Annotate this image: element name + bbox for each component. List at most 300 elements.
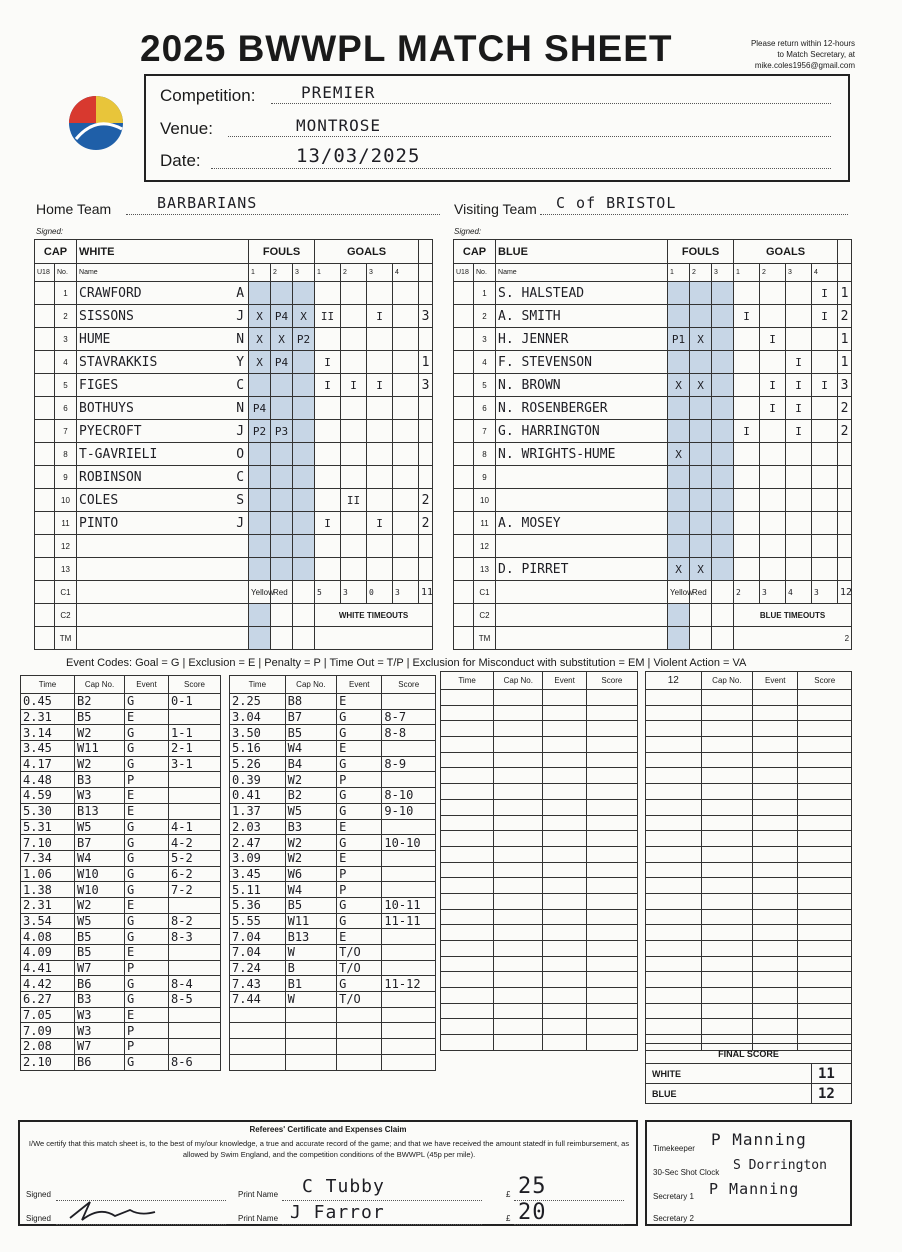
event-cell xyxy=(753,768,798,784)
goal-cell: I xyxy=(734,305,760,328)
event-cell: W xyxy=(285,945,337,961)
player-row xyxy=(454,489,852,512)
event-row xyxy=(441,941,638,957)
player-initial: Y xyxy=(236,355,245,370)
goal-cell xyxy=(734,443,760,466)
event-cell: 5.55 xyxy=(230,913,286,929)
event-cell xyxy=(701,784,753,800)
event-cell: G xyxy=(125,756,169,772)
foul-cell xyxy=(712,558,734,581)
foul-cell xyxy=(712,374,734,397)
goal-cell xyxy=(812,466,838,489)
event-cell: 4.41 xyxy=(21,960,75,976)
event-cell xyxy=(753,878,798,894)
event-row xyxy=(230,694,436,710)
event-row xyxy=(646,909,852,925)
event-cell xyxy=(441,1035,494,1051)
player-row xyxy=(454,282,852,305)
event-cell xyxy=(441,956,494,972)
event-row xyxy=(646,878,852,894)
event-cell: G xyxy=(125,850,169,866)
event-cell: E xyxy=(337,819,382,835)
event-cell: 8-8 xyxy=(382,725,436,741)
foul-cell: X xyxy=(668,443,690,466)
event-row xyxy=(230,709,436,725)
event-cell: G xyxy=(337,976,382,992)
player-name: T-GAVRIELI xyxy=(79,446,158,462)
event-cell xyxy=(753,784,798,800)
goal-cell xyxy=(367,351,393,374)
player-goal-total: 3 xyxy=(838,374,852,397)
event-cell xyxy=(701,1019,753,1035)
event-cell xyxy=(230,1039,286,1055)
event-cell xyxy=(169,709,221,725)
event-cell: E xyxy=(125,897,169,913)
event-header: Score xyxy=(586,672,637,690)
event-row xyxy=(441,862,638,878)
goal-cell xyxy=(734,374,760,397)
cap-number: 5 xyxy=(474,374,496,397)
event-cell xyxy=(169,1007,221,1023)
event-cell: W2 xyxy=(75,897,125,913)
event-cell: T/O xyxy=(337,945,382,961)
foul-cell: P4 xyxy=(271,351,293,374)
referees-certificate: Referees' Certificate and Expenses Claim I/We certify that this match sheet is, to the best of my/our knowledge, a true and accurate record of the game; and that we have received the amount statedf in full reimbursement, as allowed by Swim England, and the competition conditions of the BWWPL (45p per mile). Signed Signed Print Name Print Name C Tubby J Farror £ £ 25 20 xyxy=(18,1120,638,1226)
foul-cell xyxy=(690,466,712,489)
player-row xyxy=(35,512,433,535)
return-note: Please return within 12-hours to Match Secretary, at mike.coles1956@gmail.com xyxy=(750,39,855,70)
event-cell xyxy=(382,741,436,757)
referee-2-name: J Farror xyxy=(290,1202,385,1223)
goal-cell xyxy=(341,420,367,443)
event-cell: B3 xyxy=(75,772,125,788)
player-goal-total: 1 xyxy=(838,282,852,305)
goal-cell xyxy=(315,489,341,512)
goal-cell: I xyxy=(812,374,838,397)
event-cell xyxy=(543,1003,586,1019)
goal-cell xyxy=(315,466,341,489)
event-row xyxy=(441,988,638,1004)
event-cell: 4.42 xyxy=(21,976,75,992)
visiting-team-value: C of BRISTOL xyxy=(556,194,677,212)
event-cell: B13 xyxy=(75,803,125,819)
event-cell: T/O xyxy=(337,992,382,1008)
player-row xyxy=(35,282,433,305)
event-cell: W10 xyxy=(75,882,125,898)
foul-cell xyxy=(690,397,712,420)
player-row xyxy=(35,489,433,512)
goal-cell xyxy=(315,282,341,305)
event-cell xyxy=(494,752,543,768)
event-cell: B7 xyxy=(285,709,337,725)
event-cell xyxy=(543,878,586,894)
event-row xyxy=(21,694,221,710)
event-row xyxy=(21,756,221,772)
player-name: N. ROSENBERGER xyxy=(498,400,608,416)
foul-cell xyxy=(293,351,315,374)
goal-cell xyxy=(393,489,419,512)
event-cell: 6.27 xyxy=(21,992,75,1008)
event-row xyxy=(230,1007,436,1023)
event-cell: G xyxy=(125,913,169,929)
event-cell: P xyxy=(337,882,382,898)
event-cell xyxy=(543,768,586,784)
player-initial: A xyxy=(236,286,245,301)
sheet-title: 2025 BWWPL MATCH SHEET xyxy=(140,28,673,69)
goal-cell xyxy=(760,305,786,328)
event-row xyxy=(646,846,852,862)
event-cell xyxy=(494,1003,543,1019)
event-cell xyxy=(701,721,753,737)
event-cell xyxy=(494,862,543,878)
goal-cell xyxy=(812,443,838,466)
foul-cell xyxy=(668,305,690,328)
cap-number: 6 xyxy=(474,397,496,420)
event-cell xyxy=(798,878,852,894)
event-cell: P xyxy=(337,772,382,788)
foul-cell xyxy=(271,558,293,581)
event-cell xyxy=(441,925,494,941)
goal-cell: I xyxy=(315,351,341,374)
goal-cell xyxy=(393,351,419,374)
date-value: 13/03/2025 xyxy=(296,145,421,167)
event-row xyxy=(441,909,638,925)
event-cell: B5 xyxy=(285,725,337,741)
event-cell xyxy=(753,956,798,972)
cap-number: 9 xyxy=(474,466,496,489)
event-cell xyxy=(382,992,436,1008)
event-cell: T/O xyxy=(337,960,382,976)
event-cell: W7 xyxy=(75,960,125,976)
event-log-2 xyxy=(229,675,436,1071)
event-cell xyxy=(798,941,852,957)
event-cell: E xyxy=(125,709,169,725)
goal-cell: I xyxy=(812,305,838,328)
event-cell xyxy=(753,972,798,988)
foul-cell: X xyxy=(249,351,271,374)
event-cell xyxy=(701,925,753,941)
event-cell: P xyxy=(125,1023,169,1039)
foul-cell xyxy=(712,466,734,489)
foul-cell xyxy=(293,374,315,397)
cap-number: 4 xyxy=(55,351,77,374)
event-cell xyxy=(586,909,637,925)
event-cell: 11-11 xyxy=(382,913,436,929)
event-cell: 4.09 xyxy=(21,945,75,961)
event-cell xyxy=(701,941,753,957)
event-row xyxy=(646,768,852,784)
player-goal-total: 2 xyxy=(419,512,433,535)
event-cell: W11 xyxy=(285,913,337,929)
event-cell: 10-10 xyxy=(382,835,436,851)
event-cell: 2.47 xyxy=(230,835,286,851)
event-cell: B6 xyxy=(75,976,125,992)
event-cell: 2.08 xyxy=(21,1039,75,1055)
event-cell xyxy=(586,831,637,847)
cap-number: 5 xyxy=(55,374,77,397)
event-row xyxy=(21,897,221,913)
event-cell: 1.06 xyxy=(21,866,75,882)
goal-cell xyxy=(315,420,341,443)
event-cell: 8-3 xyxy=(169,929,221,945)
event-cell xyxy=(494,815,543,831)
event-cell: B7 xyxy=(75,835,125,851)
event-cell xyxy=(701,705,753,721)
event-cell xyxy=(586,1019,637,1035)
event-cell: G xyxy=(125,725,169,741)
final-score-table: FINAL SCORE WHITE 11 BLUE 12 xyxy=(645,1043,852,1104)
event-cell xyxy=(543,1019,586,1035)
event-cell: 3.04 xyxy=(230,709,286,725)
event-cell: G xyxy=(125,866,169,882)
event-cell xyxy=(586,1003,637,1019)
foul-cell xyxy=(271,374,293,397)
player-initial: J xyxy=(236,516,245,531)
goal-cell: I xyxy=(786,397,812,420)
event-cell xyxy=(230,1023,286,1039)
event-header: Event xyxy=(543,672,586,690)
event-cell: P xyxy=(125,1039,169,1055)
event-cell: E xyxy=(125,788,169,804)
goal-cell: I xyxy=(760,328,786,351)
event-row xyxy=(441,956,638,972)
event-log-3 xyxy=(440,671,638,1051)
event-cell xyxy=(646,1003,702,1019)
event-row xyxy=(646,721,852,737)
event-cell: 6-2 xyxy=(169,866,221,882)
event-row xyxy=(646,815,852,831)
event-cell xyxy=(586,893,637,909)
event-cell: W4 xyxy=(285,741,337,757)
goal-cell xyxy=(341,443,367,466)
event-cell: 3.45 xyxy=(230,866,286,882)
event-cell xyxy=(382,945,436,961)
player-goal-total xyxy=(419,328,433,351)
goal-cell xyxy=(367,466,393,489)
event-cell xyxy=(441,941,494,957)
event-cell: 4-2 xyxy=(169,835,221,851)
foul-cell: P2 xyxy=(293,328,315,351)
event-cell: 3.54 xyxy=(21,913,75,929)
foul-cell: X xyxy=(690,328,712,351)
event-cell xyxy=(753,988,798,1004)
match-details-box: Competition: PREMIER Venue: MONTROSE Date: 13/03/2025 xyxy=(144,74,850,182)
event-row xyxy=(646,799,852,815)
foul-cell: X xyxy=(690,374,712,397)
event-cell: W7 xyxy=(75,1039,125,1055)
event-cell: 7.43 xyxy=(230,976,286,992)
event-cell xyxy=(586,737,637,753)
player-row xyxy=(454,374,852,397)
event-cell xyxy=(798,815,852,831)
event-cell xyxy=(586,815,637,831)
event-cell: B2 xyxy=(75,694,125,710)
white-team-table: CAP WHITE FOULS GOALS U18 No. Name 1 2 3 1 2 3 4 1 CRAWFORD A 2 SISSONS J X P4 X II I 3 3 HUME N X X P2 4 STAVRAKKIS Y X P4 I 1 5 FIGES C I I I 3 6 BOTHUYS N P4 7 PYECROFT J P2 P3 8 T-GAVRIELI O 9 ROBINSON C 10 COLES S II 2 11 PINTO J I I 2 12 13 C1 Yellow Red 5 3 0 3 11 C2 WHITE TIMEOUTS TM xyxy=(34,239,433,650)
event-cell: 3.45 xyxy=(21,741,75,757)
event-cell: W5 xyxy=(285,803,337,819)
event-cell: 5.16 xyxy=(230,741,286,757)
event-row xyxy=(21,803,221,819)
player-row xyxy=(35,328,433,351)
event-cell: 8-5 xyxy=(169,992,221,1008)
event-cell xyxy=(798,752,852,768)
event-cell xyxy=(494,972,543,988)
event-cell xyxy=(586,1035,637,1051)
event-cell: 2.03 xyxy=(230,819,286,835)
event-row xyxy=(230,960,436,976)
event-header: Score xyxy=(798,672,852,690)
foul-cell: X xyxy=(293,305,315,328)
event-cell xyxy=(701,846,753,862)
goal-cell: I xyxy=(734,420,760,443)
event-cell xyxy=(382,1039,436,1055)
event-cell xyxy=(798,690,852,706)
event-cell xyxy=(753,799,798,815)
foul-cell xyxy=(271,466,293,489)
event-row xyxy=(441,846,638,862)
timekeeper-name: P Manning xyxy=(711,1130,807,1149)
goal-cell xyxy=(760,351,786,374)
event-cell xyxy=(494,799,543,815)
cap-number: 3 xyxy=(55,328,77,351)
event-cell xyxy=(753,721,798,737)
goal-cell xyxy=(812,397,838,420)
event-cell xyxy=(494,988,543,1004)
goal-cell xyxy=(315,558,341,581)
event-cell: 0-1 xyxy=(169,694,221,710)
event-cell xyxy=(753,815,798,831)
event-cell xyxy=(441,1019,494,1035)
player-row xyxy=(35,420,433,443)
event-cell xyxy=(494,721,543,737)
foul-cell xyxy=(668,535,690,558)
cap-number: 12 xyxy=(474,535,496,558)
foul-cell xyxy=(712,328,734,351)
goal-cell xyxy=(393,305,419,328)
goal-cell xyxy=(760,282,786,305)
event-cell: W6 xyxy=(285,866,337,882)
cap-number: 10 xyxy=(55,489,77,512)
event-cell: W10 xyxy=(75,866,125,882)
goal-cell xyxy=(760,512,786,535)
event-cell xyxy=(586,690,637,706)
event-row xyxy=(646,988,852,1004)
player-name: N. WRIGHTS-HUME xyxy=(498,446,616,462)
event-cell xyxy=(382,929,436,945)
event-row xyxy=(441,831,638,847)
goal-cell xyxy=(734,535,760,558)
event-cell xyxy=(494,878,543,894)
foul-cell xyxy=(249,282,271,305)
event-cell: 0.45 xyxy=(21,694,75,710)
event-row xyxy=(441,972,638,988)
event-row xyxy=(21,960,221,976)
event-cell: 8-10 xyxy=(382,788,436,804)
foul-cell xyxy=(712,420,734,443)
player-goal-total xyxy=(838,466,852,489)
cap-number: 10 xyxy=(474,489,496,512)
event-cell xyxy=(646,815,702,831)
event-row xyxy=(21,819,221,835)
event-cell: G xyxy=(125,1054,169,1070)
event-cell: 1-1 xyxy=(169,725,221,741)
event-cell xyxy=(382,819,436,835)
event-cell xyxy=(586,768,637,784)
foul-cell xyxy=(249,558,271,581)
player-row xyxy=(35,466,433,489)
goal-cell xyxy=(315,397,341,420)
foul-cell: P2 xyxy=(249,420,271,443)
event-cell: G xyxy=(337,709,382,725)
event-row xyxy=(230,882,436,898)
event-cell xyxy=(382,882,436,898)
event-cell xyxy=(646,705,702,721)
foul-cell: X xyxy=(668,374,690,397)
goal-cell xyxy=(341,535,367,558)
player-name: CRAWFORD xyxy=(79,285,142,301)
player-name: HUME xyxy=(79,331,111,347)
foul-cell: X xyxy=(271,328,293,351)
player-goal-total: 2 xyxy=(838,420,852,443)
player-row xyxy=(454,420,852,443)
event-cell: G xyxy=(125,976,169,992)
cap-number: 11 xyxy=(55,512,77,535)
event-cell xyxy=(701,972,753,988)
event-cell xyxy=(646,831,702,847)
event-cell xyxy=(753,690,798,706)
event-row xyxy=(646,705,852,721)
event-cell xyxy=(543,972,586,988)
event-cell: B xyxy=(285,960,337,976)
event-cell xyxy=(543,815,586,831)
event-cell xyxy=(646,909,702,925)
goal-cell: I xyxy=(367,374,393,397)
event-row xyxy=(646,831,852,847)
foul-cell xyxy=(293,558,315,581)
event-cell xyxy=(646,768,702,784)
event-cell xyxy=(543,784,586,800)
event-cell: P xyxy=(337,866,382,882)
event-cell xyxy=(441,784,494,800)
player-goal-total: 2 xyxy=(419,489,433,512)
player-name: S. HALSTEAD xyxy=(498,285,585,301)
goal-cell xyxy=(393,512,419,535)
event-cell: 2.31 xyxy=(21,897,75,913)
foul-cell xyxy=(668,489,690,512)
event-cell: G xyxy=(337,897,382,913)
foul-cell xyxy=(690,489,712,512)
player-row xyxy=(454,328,852,351)
event-row xyxy=(646,925,852,941)
event-cell: 4-1 xyxy=(169,819,221,835)
event-row xyxy=(441,768,638,784)
foul-cell xyxy=(668,420,690,443)
event-cell xyxy=(494,1019,543,1035)
event-cell xyxy=(285,1023,337,1039)
event-row xyxy=(230,992,436,1008)
goal-cell: I xyxy=(786,374,812,397)
event-cell: 8-4 xyxy=(169,976,221,992)
foul-cell xyxy=(271,443,293,466)
event-cell xyxy=(798,846,852,862)
event-cell xyxy=(798,737,852,753)
event-cell xyxy=(646,1019,702,1035)
event-header: 12 xyxy=(646,672,702,690)
goal-cell xyxy=(812,535,838,558)
foul-cell xyxy=(249,535,271,558)
event-cell: E xyxy=(337,694,382,710)
foul-cell: P1 xyxy=(668,328,690,351)
